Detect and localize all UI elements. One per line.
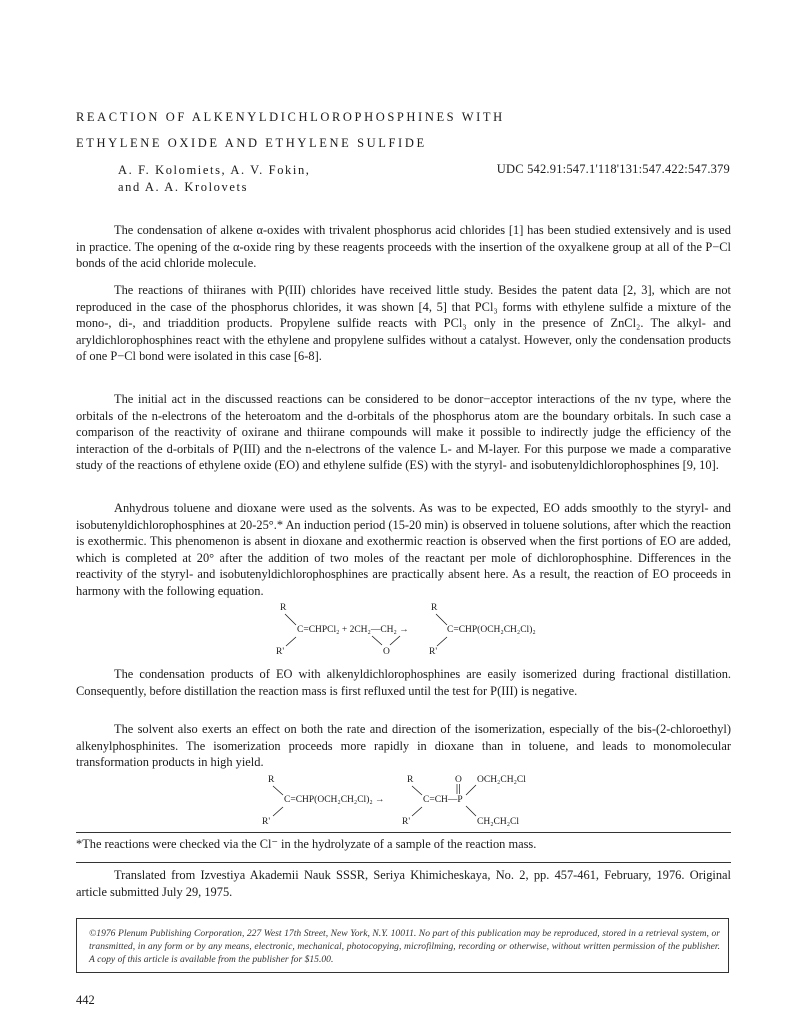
equation-1 — [240, 598, 580, 660]
title-line-1: REACTION OF ALKENYLDICHLOROPHOSPHINES WITH — [76, 110, 505, 124]
paragraph-5: The condensation products of EO with alkenyldichlorophosphines are easily isomerized during fractional distillation. Consequently, before distillation the reaction mass is first refluxed until the test for P(III) is negative. — [76, 667, 731, 698]
eq2-reactant: C=CHP(OCH₂CH₂Cl)₂ → — [284, 795, 385, 805]
eq1-reactant: C=CHPCl₂ + 2CH₂—CH₂ → — [297, 625, 409, 635]
page-number: 442 — [76, 993, 95, 1007]
paragraph-3: The initial act in the discussed reactions can be considered to be donor−acceptor interactions of the nv type, where the orbitals of the n-electrons of the heteroatom and the d-orbitals of the phosphorus atom are the boundary orbitals. In such case a comparison of the reactivity of oxirane and thiirane compounds will make it possible to indirectly judge the efficiency of the interaction of the d-orbitals of P(III) and the n-electrons of the valence L- and M-layer. For this purpose we made a comparative study of the reactions of ethylene oxide (EO) and ethylene sulfide (ES) with the styryl- and isobutenyldichlorophosphines [9, 10]. — [76, 392, 731, 473]
eq2-r-left: R — [268, 775, 275, 785]
footnote: *The reactions were checked via the Cl⁻ in the hydrolyzate of a sample of the reaction mass. — [76, 837, 537, 851]
paragraph-6: The solvent also exerts an effect on both the rate and direction of the isomerization, especially of the bis-(2-chloroethyl) alkenylphosphinites. The isomerization proceeds more rapidly in dioxane than in toluene, and leads to monomolecular transformation products in high yield. — [76, 722, 731, 770]
translation-divider — [76, 862, 731, 863]
eq2-oxo: O — [455, 775, 462, 785]
equation-2 — [240, 770, 600, 830]
eq1-product: C=CHP(OCH₂CH₂Cl)₂ — [447, 625, 536, 635]
article-title — [76, 104, 505, 156]
eq2-r-prime-left: R' — [262, 817, 271, 827]
eq1-r-left: R — [280, 603, 287, 613]
eq1-oxygen: O — [383, 647, 390, 657]
authors-line-2: and A. A. Krolovets — [118, 180, 249, 194]
eq1-r-prime-right: R' — [429, 647, 438, 657]
eq2-sub-bottom: CH₂CH₂Cl — [477, 817, 519, 827]
paragraph-4: Anhydrous toluene and dioxane were used as the solvents. As was to be expected, EO adds smoothly to the styryl- and isobutenyldichlorophosphines at 20-25°.* An induction period (15-20 min) is observed in toluene solutions, after which the reaction is exothermic. This phenomenon is absent in dioxane and exothermic reaction is observed when the first portions of EO are added, which is completed at 20° after the addition of two moles of the reactant per mole of dichlorophosphine. Differences in the reactivity of the styryl- and isobutenyldichlorophosphines are practically absent here. As a result, the reaction of EO proceeds in harmony with the following equation. — [76, 501, 731, 598]
eq2-sub-top: OCH₂CH₂Cl — [477, 775, 526, 785]
paragraph-1: The condensation of alkene α-oxides with trivalent phosphorus acid chlorides [1] has been studied extensively and is used in practice. The opening of the α-oxide ring by these reagents proceeds with the insertion of the oxyalkene group at all of the P−Cl bonds of the acid chloride molecule. — [76, 223, 731, 271]
footnote-divider — [76, 832, 731, 833]
eq2-product: C=CH—P — [423, 795, 463, 805]
eq1-r-prime-left: R' — [276, 647, 285, 657]
eq2-r-right: R — [407, 775, 414, 785]
translation-note: Translated from Izvestiya Akademii Nauk SSSR, Seriya Khimicheskaya, No. 2, pp. 457-461, February, 1976. Original article submitted July 29, 1975. — [76, 868, 731, 899]
eq2-r-prime-right: R' — [402, 817, 411, 827]
authors — [118, 162, 311, 196]
paragraph-2: The reactions of thiiranes with P(III) chlorides have received little study. Besides the patent data [2, 3], which are not reproduced in the case of the phosphorus chlorides, it was shown [4, 5] that PCl₃ forms with ethylene sulfide a mixture of the mono-, di-, and triaddition products. Propylene sulfide reacts with PCl₃ only in the presence of ZnCl₂. The alkyl- and aryldichlorophosphines react with the ethylene and propylene sulfides without a catalyst. However, only the condensation products of one P−Cl bond were isolated in this case [6-8]. — [76, 283, 731, 364]
title-line-2: ETHYLENE OXIDE AND ETHYLENE SULFIDE — [76, 136, 427, 150]
copyright-box: ©1976 Plenum Publishing Corporation, 227 West 17th Street, New York, N.Y. 10011. No part of this publication may be reproduced, stored in a retrieval system, or transmitted, in any form or by any means, electronic, mechanical, photocopying, microfilming, recording or otherwise, without written permission of the publisher. A copy of this article is available from the publisher for $15.00. — [76, 918, 729, 973]
authors-line-1: A. F. Kolomiets, A. V. Fokin, — [118, 163, 311, 177]
eq1-r-right: R — [431, 603, 438, 613]
udc-code: UDC 542.91:547.1'118'131:547.422:547.379 — [496, 162, 730, 176]
